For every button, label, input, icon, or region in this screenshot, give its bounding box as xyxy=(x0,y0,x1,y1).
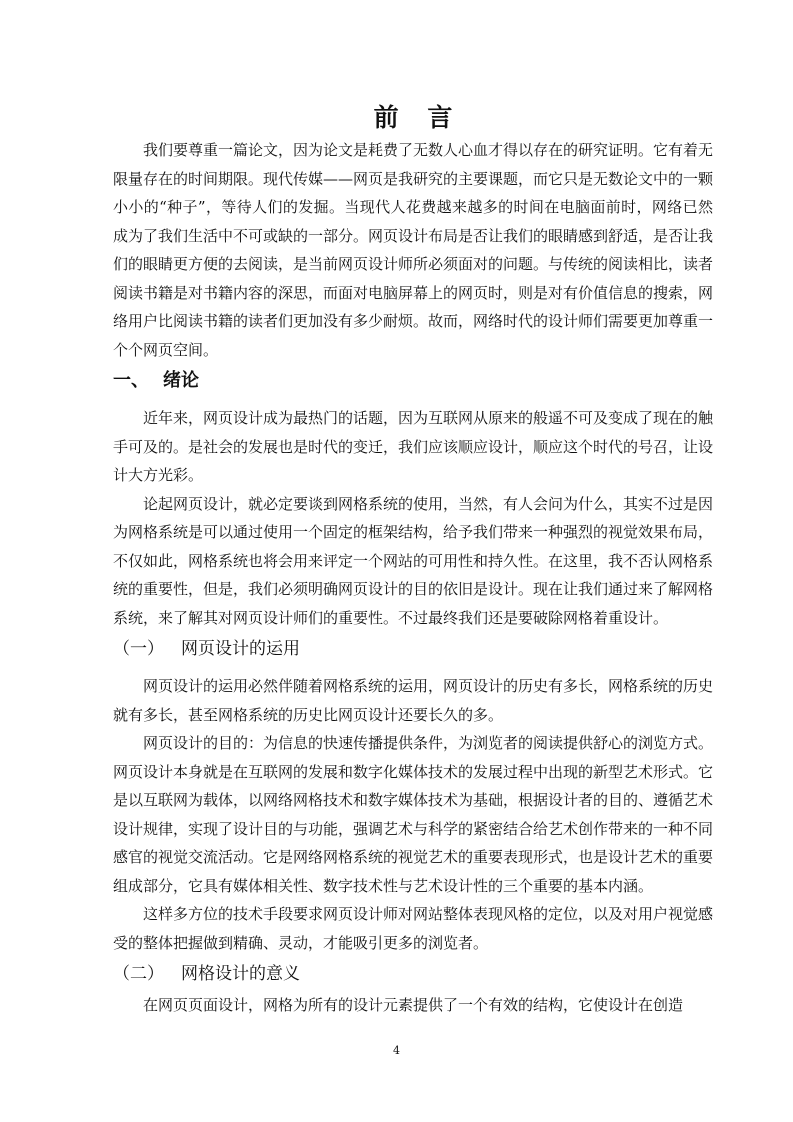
preface-paragraph: 我们要尊重一篇论文，因为论文是耗费了无数人心血才得以存在的研究证明。它有着无限量存在的时间期限。现代传媒——网页是我研究的主要课题，而它只是无数论文中的一颗小小的“种子”，等待人们的发掘。当现代人花费越来越多的时间在电脑面前时，网络已然成为了我们生活中不可或缺的一部分。网页设计布局是否让我们的眼睛感到舒适，是否让我们的眼睛更方便的去阅读，是当前网页设计师所必须面对的问题。与传统的阅读相比，读者阅读书籍是对书籍内容的深思，而面对电脑屏幕上的网页时，则是对有价值信息的搜索，网络用户比阅读书籍的读者们更加没有多少耐烦。故而，网络时代的设计师们需要更加尊重一个个网页空间。 xyxy=(113,141,714,359)
subsection-title: 网页设计的运用 xyxy=(181,639,300,659)
page-content xyxy=(113,100,713,1020)
section-paragraph: 论起网页设计，就必定要谈到网格系统的使用，当然，有人会问为什么，其实不过是因为网格系统是可以通过使用一个固定的框架结构，给予我们带来一种强烈的视觉效果布局，不仅如此，网格系统也将会用来评定一个网站的可用性和持久性。在这里，我不否认网格系统的重要性，但是，我们必须明确网页设计的目的依旧是设计。现在让我们通过来了解网格系统，来了解其对网页设计师们的重要性。不过最终我们还是要破除网格着重设计。 xyxy=(113,494,714,627)
section-number: 一、 xyxy=(113,370,149,391)
page-number: 4 xyxy=(393,1044,400,1057)
subsection-heading xyxy=(113,957,713,991)
subsection-title: 网格设计的意义 xyxy=(181,964,300,984)
section-paragraph: 近年来，网页设计成为最热门的话题，因为互联网从原来的般遥不可及变成了现在的触手可及的。是社会的发展也是时代的变迁，我们应该顺应设计，顺应这个时代的号召，让设计大方光彩。 xyxy=(113,409,714,484)
subsection-number: （二） xyxy=(113,964,164,984)
subsection-paragraph: 网页设计的目的：为信息的快速传播提供条件，为浏览者的阅读提供舒心的浏览方式。网页设计本身就是在互联网的发展和数字化媒体技术的发展过程中出现的新型艺术形式。它是以互联网为载体，以网络网格技术和数字媒体技术为基础，根据设计者的目的、遵循艺术设计规律，实现了设计目的与功能，强调艺术与科学的紧密结合给艺术创作带来的一种不同感官的视觉交流活动。它是网络网格系统的视觉艺术的重要表现形式，也是设计艺术的重要组成部分，它具有媒体相关性、数字技术性与艺术设计性的三个重要的基本内涵。 xyxy=(113,734,714,895)
subsection-heading xyxy=(113,632,713,666)
page-title: 前 言 xyxy=(373,103,463,132)
subsection-paragraph: 网页设计的运用必然伴随着网格系统的运用，网页设计的历史有多长，网格系统的历史就有多长，甚至网格系统的历史比网页设计还要长久的多。 xyxy=(113,677,714,724)
section-title: 绪论 xyxy=(163,370,199,391)
subsection-paragraph: 这样多方位的技术手段要求网页设计师对网站整体表现风格的定位，以及对用户视觉感受的整体把握做到精确、灵动，才能吸引更多的浏览者。 xyxy=(113,905,714,952)
section-heading xyxy=(113,364,713,398)
subsection-paragraph: 在网页页面设计，网格为所有的设计元素提供了一个有效的结构，它使设计在创造 xyxy=(143,996,684,1014)
subsection-number: （一） xyxy=(113,639,164,659)
